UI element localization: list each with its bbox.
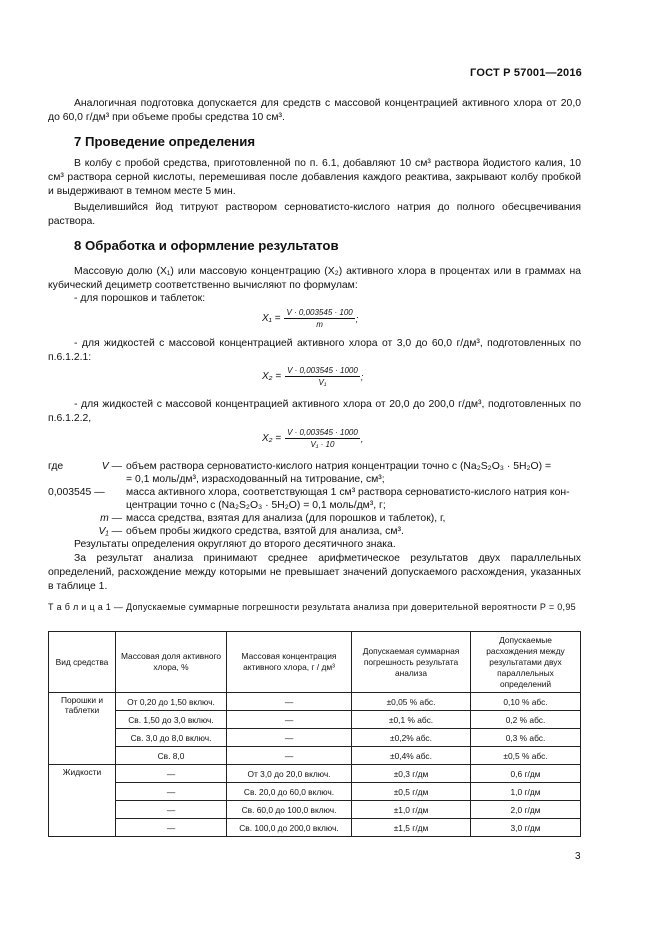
var-v1-text: объем пробы жидкого средства, взятой для анализа, см³. xyxy=(126,526,404,537)
formula-x2a-numerator: V · 0,003545 · 1000 xyxy=(287,366,358,375)
var-v-symbol: V — xyxy=(101,461,122,472)
formula-x2b-denominator: V₁ · 10 xyxy=(310,440,335,449)
rounding-paragraph: Результаты определения округляют до второго десятичного знака. xyxy=(74,539,396,550)
table-cell: — xyxy=(227,693,352,711)
col-header-mass-concentration: Массовая концентрация активного хлора, г / дм³ xyxy=(227,632,352,693)
table-row xyxy=(49,765,581,783)
table-cell: Св. 8,0 xyxy=(116,747,227,765)
table-row xyxy=(49,693,581,711)
var-k-text: масса активного хлора, соответствующая 1 см³ раствора серноватисто-кислого натрия кон- xyxy=(126,487,570,498)
table-cell: Св. 1,50 до 3,0 включ. xyxy=(116,711,227,729)
section-7-title: 7 Проведение определения xyxy=(74,134,256,149)
table-cell: От 3,0 до 20,0 включ. xyxy=(227,765,352,783)
table-cell: Св. 100,0 до 200,0 включ. xyxy=(227,819,352,837)
table-cell: — xyxy=(116,765,227,783)
table-cell: — xyxy=(116,801,227,819)
section-7-paragraph-2: Выделившийся йод титруют раствором серноватисто-кислого натрия до полного обесцвечивания раствора. xyxy=(48,202,581,227)
standard-code: ГОСТ Р 57001—2016 xyxy=(470,67,582,79)
table-cell: ±1,5 г/дм xyxy=(352,819,471,837)
table-cell: 3,0 г/дм xyxy=(471,819,581,837)
case-powders: - для порошков и таблеток: xyxy=(74,293,206,304)
table-cell: ±0,3 г/дм xyxy=(352,765,471,783)
table-cell: 2,0 г/дм xyxy=(471,801,581,819)
page-number: 3 xyxy=(575,851,581,862)
table-cell: От 0,20 до 1,50 включ. xyxy=(116,693,227,711)
final-paragraph: За результат анализа принимают среднее арифметическое результатов двух параллельных определений, расхождение между которыми не превышает значений допускаемого расхождения, указанных в таблице 1. xyxy=(48,553,581,592)
formula-x1-denominator: m xyxy=(316,320,323,329)
table-row xyxy=(49,819,581,837)
var-k-text-cont: центрации точно c (Na₂S₂O₃ · 5H₂O) = 0,1 моль/дм³, г; xyxy=(126,500,386,511)
table-cell: — xyxy=(116,783,227,801)
formula-x2b-tail: , xyxy=(360,433,364,444)
table-cell: — xyxy=(116,819,227,837)
table-row xyxy=(49,783,581,801)
col-header-error: Допускаемая суммарная погрешность результата анализа xyxy=(352,632,471,693)
formula-x2b-numerator: V · 0,003545 · 1000 xyxy=(287,428,358,437)
var-m-text: масса средства, взятая для анализа (для порошков и таблеток), г, xyxy=(126,513,446,524)
table-row xyxy=(49,711,581,729)
table-cell: — xyxy=(227,711,352,729)
var-m-symbol: m — xyxy=(100,513,122,524)
group-powders: Порошки и таблетки xyxy=(49,693,116,765)
formula-x2-a xyxy=(262,366,363,387)
var-v1-symbol: V₁ — xyxy=(98,526,122,537)
variables-legend xyxy=(48,460,581,551)
case-liquids-2: - для жидкостей с массовой концентрацией активного хлора от 20,0 до 200,0 г/дм³, подготовленных по п.6.1.2.2, xyxy=(48,399,581,424)
var-v-text: объем раствора серноватисто-кислого натрия концентрации точно c (Na₂S₂O₃ · 5H₂O) = xyxy=(126,461,552,472)
table-row xyxy=(49,729,581,747)
table-cell: ±0,2% абс. xyxy=(352,729,471,747)
table-cell: ±0,05 % абс. xyxy=(352,693,471,711)
intro-paragraph: Аналогичная подготовка допускается для средств с массовой концентрацией активного хлора от 20,0 до 60,0 г/дм³ при объеме пробы средства 10 см³. xyxy=(48,98,581,123)
section-8-paragraph-1: Массовую долю (X₁) или массовую концентрацию (X₂) активного хлора в процентах или в граммах на кубический дециметр соответственно вычисляют по формулам: xyxy=(48,266,581,291)
table-row xyxy=(49,747,581,765)
var-v-text-cont: = 0,1 моль/дм³, израсходованный на титрование, см³; xyxy=(126,474,385,485)
table-cell: ±0,1 % абс. xyxy=(352,711,471,729)
table-caption: Т а б л и ц а 1 — Допускаемые суммарные погрешности результата анализа при доверительной вероятности P = 0,95 xyxy=(48,602,576,612)
formula-x1-tail: ; xyxy=(355,313,359,324)
table-cell: 0,3 % абс. xyxy=(471,729,581,747)
table-cell: Св. 20,0 до 60,0 включ. xyxy=(227,783,352,801)
formula-x2-b xyxy=(262,428,363,449)
error-tolerance-table xyxy=(48,631,581,837)
table-cell: ±0,5 % абс. xyxy=(471,747,581,765)
formula-x2a-tail: ; xyxy=(360,371,364,382)
table-row xyxy=(49,801,581,819)
table-cell: Св. 60,0 до 100,0 включ. xyxy=(227,801,352,819)
var-k-symbol: 0,003545 — xyxy=(48,487,105,498)
section-7-paragraph-1: В колбу с пробой средства, приготовленной по п. 6.1, добавляют 10 см³ раствора йодистого калия, 10 см³ раствора серной кислоты, перемешивая после добавления каждого реактива, закрывают колбу пробкой и выдерживают в темном месте 5 мин. xyxy=(48,158,581,197)
table-cell: — xyxy=(227,747,352,765)
formula-x2b-lhs: X₂ = xyxy=(262,433,282,444)
table-cell: ±0,4% абс. xyxy=(352,747,471,765)
table-cell: — xyxy=(227,729,352,747)
group-liquids: Жидкости xyxy=(49,765,116,837)
table-cell: Св. 3,0 до 8,0 включ. xyxy=(116,729,227,747)
section-8-title: 8 Обработка и оформление результатов xyxy=(74,238,339,253)
formula-x2a-lhs: X₂ = xyxy=(262,371,282,382)
col-header-mass-fraction: Массовая доля активного хлора, % xyxy=(116,632,227,693)
where-label: где xyxy=(48,461,64,472)
table-cell: ±0,5 г/дм xyxy=(352,783,471,801)
formula-x2a-denominator: V₁ xyxy=(318,378,327,387)
formula-x1-numerator: V · 0,003545 · 100 xyxy=(286,308,353,317)
table-cell: 0,2 % абс. xyxy=(471,711,581,729)
table-header-row xyxy=(49,632,581,693)
formula-x1 xyxy=(262,308,358,329)
table-cell: 0,6 г/дм xyxy=(471,765,581,783)
col-header-type: Вид средства xyxy=(49,632,116,693)
table-cell: 1,0 г/дм xyxy=(471,783,581,801)
col-header-discrepancy: Допускаемые расхождения между результатами двух параллельных определений xyxy=(471,632,581,693)
formula-x1-lhs: X₁ = xyxy=(262,313,281,324)
table-cell: 0,10 % абс. xyxy=(471,693,581,711)
case-liquids-1: - для жидкостей с массовой концентрацией активного хлора от 3,0 до 60,0 г/дм³, подготовленных по п.6.1.2.1: xyxy=(48,338,581,363)
table-cell: ±1,0 г/дм xyxy=(352,801,471,819)
